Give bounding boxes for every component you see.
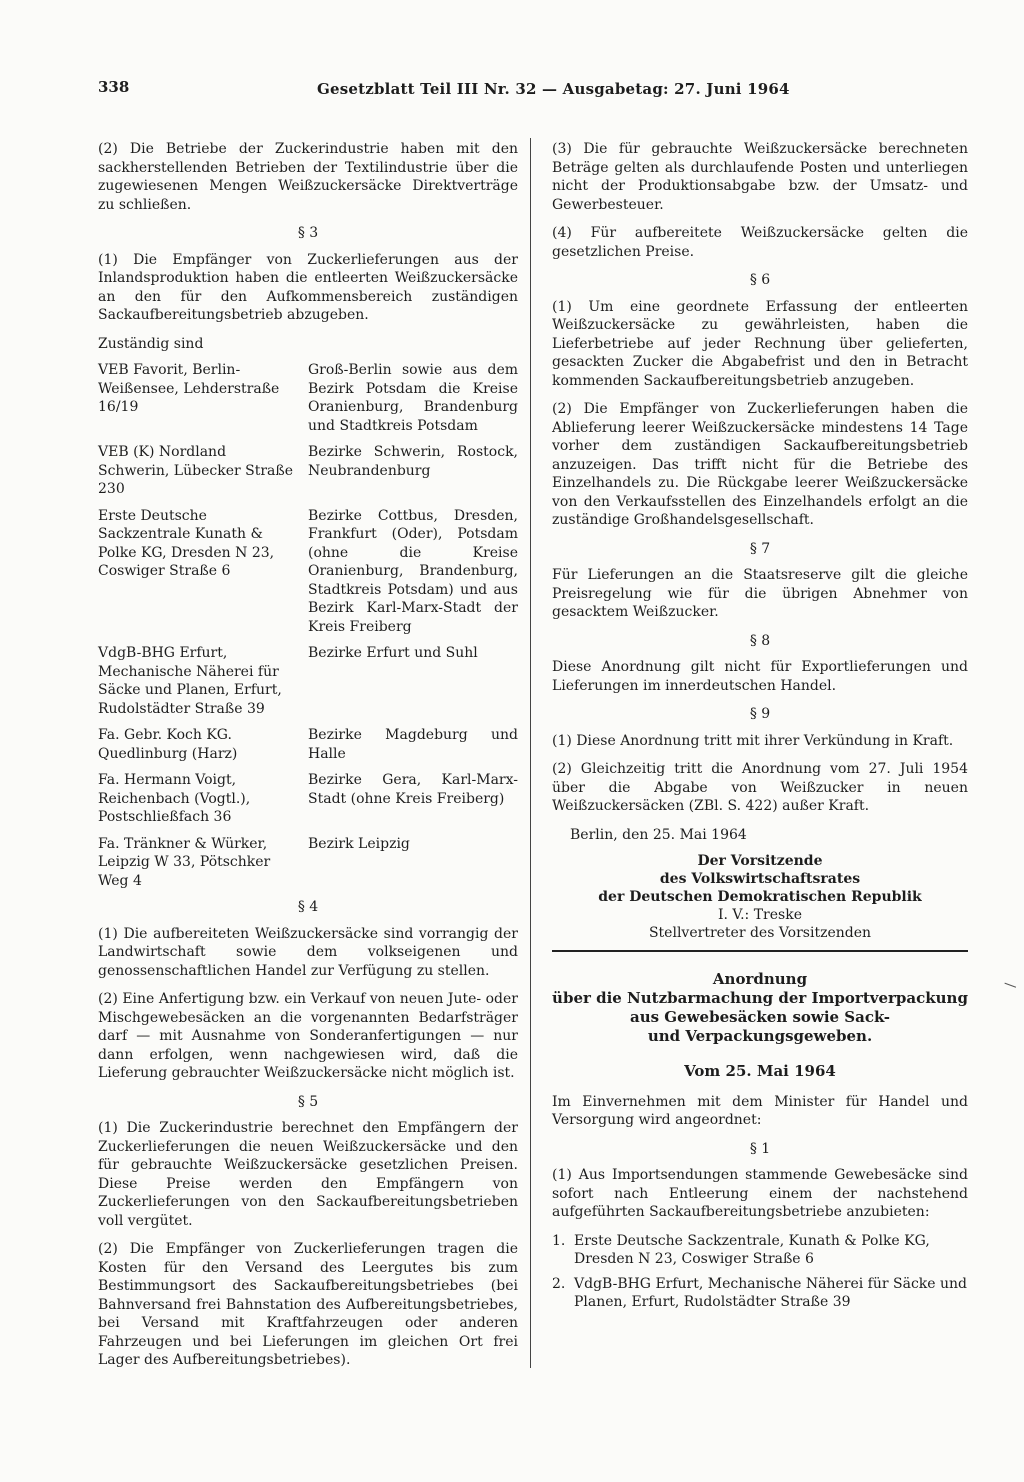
paragraph: (2) Eine Anfertigung bzw. ein Verkauf von neuen Jute- oder Mischgewebesäcken an die vorgenannten Bedarfsträger darf — mit Ausnahme von Sonderanfertigungen — nur dann erfolgen, wenn nachgewiesen wird, daß die Lieferung gebrauchter Weißzuckersäcke nicht möglich ist.	[98, 991, 518, 1081]
responsibility-entry	[98, 361, 518, 435]
entry-region: Bezirke Gera, Karl-Marx-Stadt (ohne Kreis Freiberg)	[308, 772, 518, 807]
responsibility-entry	[98, 771, 518, 827]
paragraph: (1) Aus Importsendungen stammende Gewebesäcke sind sofort nach Entleerung einem der nachstehend aufgeführten Sackaufbereitungsbetriebe anzubieten:	[552, 1167, 968, 1220]
entry-region: Groß-Berlin sowie aus dem Bezirk Potsdam die Kreise Oranienburg, Brandenburg und Stadtkreis Potsdam	[308, 362, 518, 434]
paragraph: (2) Die Empfänger von Zuckerlieferungen haben die Ablieferung leerer Weißzuckersäcke mindestens 14 Tage vorher dem zuständigen Sackaufbereitungsbetrieb anzuzeigen. Das trifft nicht für die Betriebe des Einzelhandels zu. Die Rückgabe leerer Weißzuckersäcke von den Verkaufsstellen des Einzelhandels erfolgt an die zuständige Großhandelsgesellschaft.	[552, 401, 968, 528]
paragraph: (1) Die Empfänger von Zuckerlieferungen aus der Inlandsproduktion haben die entleerten Weißzuckersäcke an den für den Aufkommensbereich zuständigen Sackaufbereitungsbetrieb abzugeben.	[98, 251, 518, 323]
section-heading: § 3	[297, 225, 319, 241]
paragraph: (4) Für aufbereitete Weißzuckersäcke gelten die gesetzlichen Preise.	[552, 225, 968, 260]
entry-region: Bezirke Erfurt und Suhl	[308, 645, 478, 661]
signatory-name: I. V.: Treske	[718, 907, 802, 923]
entry-region: Bezirke Magdeburg und Halle	[308, 727, 518, 762]
paragraph: (1) Um eine geordnete Erfassung der entleerten Weißzuckersäcke zu gewährleisten, haben die Lieferbetriebe auf jeder Rechnung über gelieferten, gesackten Zucker die Abgabefrist und den in Betracht kommenden Sackaufbereitungsbetrieb anzugeben.	[552, 298, 968, 389]
entry-organization: VdgB-BHG Erfurt, Mechanische Näherei für Säcke und Planen, Erfurt, Rudolstädter Straße 39	[98, 645, 282, 717]
paragraph: Für Lieferungen an die Staatsreserve gilt die gleiche Preisregelung wie für die übrigen Abnehmer von gesacktem Weißzucker.	[552, 567, 968, 620]
place-date: Berlin, den 25. Mai 1964	[570, 826, 747, 843]
entry-region: Bezirke Cottbus, Dresden, Frankfurt (Oder), Potsdam (ohne die Kreise Oranienburg, Brandenburg, Stadtkreis Potsdam) und aus Bezirk Karl-Marx-Stadt der Kreis Freiberg	[308, 507, 518, 635]
paragraph: (2) Die Empfänger von Zuckerlieferungen tragen die Kosten für den Versand des Leergutes bis zum Bestimmungsort des Sackaufbereitungsbetriebes (bei Bahnversand frei Bahnstation des Aufbereitungsbetriebes, bei Versand mit Kraftfahrzeugen oder anderen Fahrzeugen und bei Lieferungen im gleichen Ort frei Lager des Aufbereitungsbetriebes).	[98, 1241, 518, 1368]
entry-organization: Fa. Gebr. Koch KG. Quedlinburg (Harz)	[98, 727, 238, 762]
margin-mark	[1004, 973, 1019, 987]
title-line: und Verpackungsgeweben.	[647, 1027, 873, 1045]
list-number: 1.	[552, 1232, 566, 1249]
section-heading: § 7	[749, 540, 771, 557]
responsibility-entry	[98, 507, 518, 637]
paragraph: (1) Diese Anordnung tritt mit ihrer Verkündung in Kraft.	[552, 732, 954, 749]
responsibility-intro: Zuständig sind	[98, 335, 204, 352]
entry-organization: Fa. Hermann Voigt, Reichenbach (Vogtl.), Postschließfach 36	[98, 772, 251, 825]
responsibility-entry	[98, 726, 518, 763]
entry-organization: Erste Deutsche Sackzentrale Kunath & Polke KG, Dresden N 23, Coswiger Straße 6	[98, 507, 275, 579]
signature-line: des Volkswirtschaftsrates	[659, 871, 861, 887]
entry-organization: VEB (K) Nordland Schwerin, Lübecker Straße 230	[98, 444, 294, 497]
responsibility-entry	[98, 644, 518, 718]
entry-region: Bezirke Schwerin, Rostock, Neubrandenburg	[308, 444, 518, 479]
list-item	[552, 1232, 968, 1269]
paragraph: (1) Die Zuckerindustrie berechnet den Empfängern der Zuckerlieferungen die neuen Weißzuckersäcke und den für gebrauchte Weißzuckersäcke gesetzlichen Preisen. Diese Preise werden den Empfängern von Zuckerlieferungen von den Sackaufbereitungsbetrieben voll vergütet.	[98, 1120, 518, 1229]
paragraph: (1) Die aufbereiteten Weißzuckersäcke sind vorrangig der Landwirtschaft sowie dem volkseigenen und genossenschaftlichen Handel zur Verfügung zu stellen.	[98, 925, 518, 979]
paragraph: (3) Die für gebrauchte Weißzuckersäcke berechneten Beträge gelten als durchlaufende Posten und unterliegen nicht der Produktionsabgabe bzw. der Umsatz- und Gewerbesteuer.	[552, 141, 968, 213]
section-heading: § 6	[749, 272, 771, 288]
section-heading: § 4	[297, 899, 319, 915]
responsibility-entry	[98, 835, 518, 891]
signature-line: Der Vorsitzende	[697, 853, 823, 869]
paragraph: Im Einvernehmen mit dem Minister für Handel und Versorgung wird angeordnet:	[552, 1093, 968, 1128]
responsibility-entry	[98, 443, 518, 499]
section-heading: § 9	[749, 706, 771, 722]
paragraph: Diese Anordnung gilt nicht für Exportlieferungen und Lieferungen im innerdeutschen Handel.	[552, 659, 968, 694]
page-number: 338	[98, 78, 130, 96]
ordinance-date: Vom 25. Mai 1964	[684, 1062, 836, 1080]
signature-block	[552, 852, 968, 942]
ordinance-title	[552, 970, 968, 1046]
section-rule	[552, 950, 968, 952]
list-text: VdgB-BHG Erfurt, Mechanische Näherei für Säcke und Planen, Erfurt, Rudolstädter Straße 39	[574, 1275, 968, 1310]
right-column	[552, 140, 968, 1318]
entry-organization: Fa. Tränkner & Würker, Leipzig W 33, Pötschker Weg 4	[98, 835, 271, 889]
section-heading: § 8	[749, 632, 771, 649]
entry-region: Bezirk Leipzig	[308, 835, 410, 852]
title-line: aus Gewebesäcken sowie Sack-	[629, 1008, 891, 1026]
paragraph: (2) Gleichzeitig tritt die Anordnung vom 27. Juli 1954 über die Abgabe von Weißzucker in neuen Weißzuckersäcken (ZBl. S. 422) außer Kraft.	[552, 761, 968, 814]
list-text: Erste Deutsche Sackzentrale, Kunath & Polke KG, Dresden N 23, Coswiger Straße 6	[574, 1232, 930, 1267]
list-item	[552, 1275, 968, 1312]
title-line: Anordnung	[712, 970, 808, 988]
running-head: Gesetzblatt Teil III Nr. 32 — Ausgabetag: 27. Juni 1964	[317, 80, 790, 98]
title-line: über die Nutzbarmachung der Importverpackung	[552, 989, 968, 1007]
signature-line: der Deutschen Demokratischen Republik	[598, 889, 922, 905]
section-heading: § 1	[749, 1140, 771, 1157]
entry-organization: VEB Favorit, Berlin-Weißensee, Lehderstraße 16/19	[98, 362, 280, 415]
column-divider	[530, 138, 531, 1368]
signatory-role: Stellvertreter des Vorsitzenden	[648, 925, 872, 941]
left-column	[98, 140, 518, 1380]
paragraph: (2) Die Betriebe der Zuckerindustrie haben mit den sackherstellenden Betrieben der Textilindustrie über die zugewiesenen Mengen Weißzuckersäcke Direktverträge zu schließen.	[98, 141, 518, 213]
list-number: 2.	[552, 1275, 566, 1292]
section-heading: § 5	[297, 1093, 319, 1110]
